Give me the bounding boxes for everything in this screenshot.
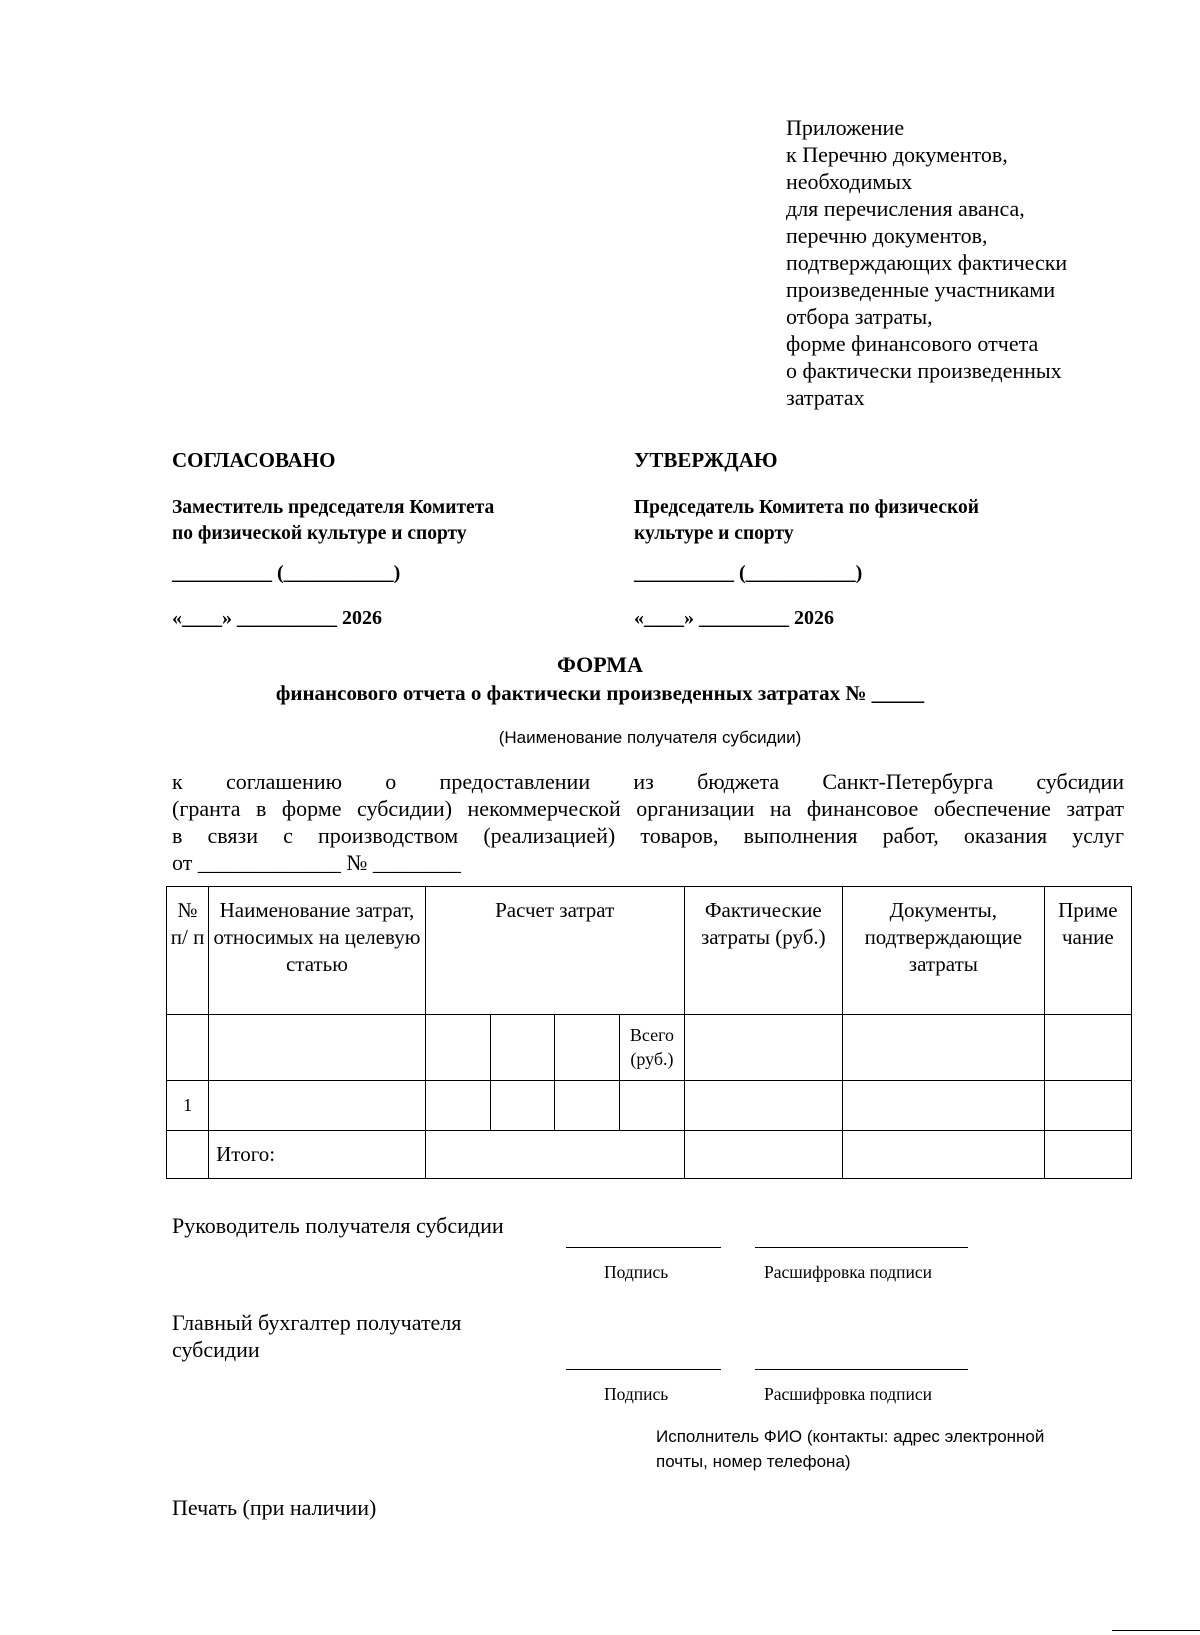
table-cell xyxy=(684,1015,842,1081)
appendix-line: необходимых xyxy=(786,169,913,194)
table-subheader-row xyxy=(167,1015,1132,1081)
head-signature-line xyxy=(566,1247,721,1248)
agreement-line: к соглашению о предоставлении из бюджета Санкт-Петербурга субсидии xyxy=(172,769,1124,794)
header-name: Наименование затрат, относимых на целевую статью xyxy=(209,887,426,1015)
accountant-sign-caption: Подпись xyxy=(604,1384,669,1404)
total-label: Итого: xyxy=(209,1131,426,1179)
table-cell xyxy=(555,1015,620,1081)
approved-heading: УТВЕРЖДАЮ xyxy=(634,448,778,472)
executor-note xyxy=(656,1424,1116,1474)
header-calculation: Расчет затрат xyxy=(425,887,684,1015)
agreed-heading: СОГЛАСОВАНО xyxy=(172,448,336,472)
table-cell xyxy=(843,1081,1045,1131)
agreement-line: от _____________ № ________ xyxy=(172,850,461,875)
table-cell xyxy=(1044,1015,1131,1081)
accountant-decode-line xyxy=(755,1369,968,1370)
head-decode-line xyxy=(755,1247,968,1248)
appendix-line: затратах xyxy=(786,385,865,410)
appendix-line: Приложение xyxy=(786,115,905,140)
agreed-position-line: по физической культуре и спорту xyxy=(172,522,467,544)
appendix-note xyxy=(786,114,1166,411)
subheader-total: Всего (руб.) xyxy=(620,1015,684,1081)
appendix-line: произведенные участниками xyxy=(786,277,1056,302)
head-sign-caption: Подпись xyxy=(604,1262,669,1282)
table-row xyxy=(167,1081,1132,1131)
table-cell xyxy=(425,1015,490,1081)
approved-date-line: «____» _________ 2026 xyxy=(634,607,834,629)
agreed-date-line: «____» __________ 2026 xyxy=(172,607,382,629)
costs-table xyxy=(166,886,1132,1179)
header-actual: Фактические затраты (руб.) xyxy=(684,887,842,1015)
header-number: № п/ п xyxy=(167,887,209,1015)
table-cell xyxy=(425,1081,490,1131)
head-signature-label: Руководитель получателя субсидии xyxy=(172,1213,504,1238)
table-cell xyxy=(167,1015,209,1081)
table-total-row xyxy=(167,1131,1132,1179)
appendix-line: для перечисления аванса, xyxy=(786,196,1025,221)
approved-position xyxy=(634,495,979,546)
accountant-label-line: субсидии xyxy=(172,1337,260,1362)
appendix-line: к Перечню документов, xyxy=(786,142,1008,167)
approved-position-line: культуре и спорту xyxy=(634,522,794,544)
table-header-row xyxy=(167,887,1132,1015)
header-documents: Документы, подтверждающие затраты xyxy=(843,887,1045,1015)
page-edge-mark xyxy=(1112,1630,1200,1631)
table-cell xyxy=(684,1081,842,1131)
appendix-line: перечню документов, xyxy=(786,223,988,248)
appendix-line: подтверждающих фактически xyxy=(786,250,1068,275)
table-cell xyxy=(684,1131,842,1179)
table-cell xyxy=(843,1131,1045,1179)
stamp-label: Печать (при наличии) xyxy=(172,1495,377,1520)
agreement-line: (гранта в форме субсидии) некоммерческой организации на финансовое обеспечение затрат xyxy=(172,796,1124,821)
agreed-position xyxy=(172,495,494,546)
table-cell xyxy=(620,1081,684,1131)
agreed-signature-line: __________ (___________) xyxy=(172,562,401,584)
header-note: Приме чание xyxy=(1044,887,1131,1015)
table-cell xyxy=(843,1015,1045,1081)
executor-line: Исполнитель ФИО (контакты: адрес электронной xyxy=(656,1427,1045,1446)
form-title: ФОРМА xyxy=(557,652,643,677)
table-cell xyxy=(490,1081,554,1131)
table-cell xyxy=(167,1131,209,1179)
accountant-signature-label xyxy=(172,1309,461,1363)
executor-line: почты, номер телефона) xyxy=(656,1452,851,1471)
form-subtitle: финансового отчета о фактически произведенных затратах № _____ xyxy=(275,681,925,705)
head-decode-caption: Расшифровка подписи xyxy=(764,1262,932,1282)
approved-signature-line: __________ (___________) xyxy=(634,562,863,584)
accountant-decode-caption: Расшифровка подписи xyxy=(764,1384,932,1404)
agreed-position-line: Заместитель председателя Комитета xyxy=(172,497,495,518)
table-cell xyxy=(490,1015,554,1081)
recipient-caption: (Наименование получателя субсидии) xyxy=(498,728,802,747)
appendix-line: отбора затраты, xyxy=(786,304,933,329)
table-cell xyxy=(209,1081,426,1131)
table-cell xyxy=(1044,1131,1131,1179)
agreement-line: в связи с производством (реализацией) товаров, выполнения работ, оказания услуг xyxy=(172,823,1124,848)
agreement-paragraph xyxy=(172,768,1124,876)
table-cell xyxy=(209,1015,426,1081)
appendix-line: форме финансового отчета xyxy=(786,331,1039,356)
appendix-line: о фактически произведенных xyxy=(786,358,1062,383)
table-cell xyxy=(425,1131,684,1179)
row-number: 1 xyxy=(167,1081,209,1131)
accountant-signature-line xyxy=(566,1369,721,1370)
approved-position-line: Председатель Комитета по физической xyxy=(634,497,979,518)
table-cell xyxy=(555,1081,620,1131)
table-cell xyxy=(1044,1081,1131,1131)
accountant-label-line: Главный бухгалтер получателя xyxy=(172,1310,462,1335)
